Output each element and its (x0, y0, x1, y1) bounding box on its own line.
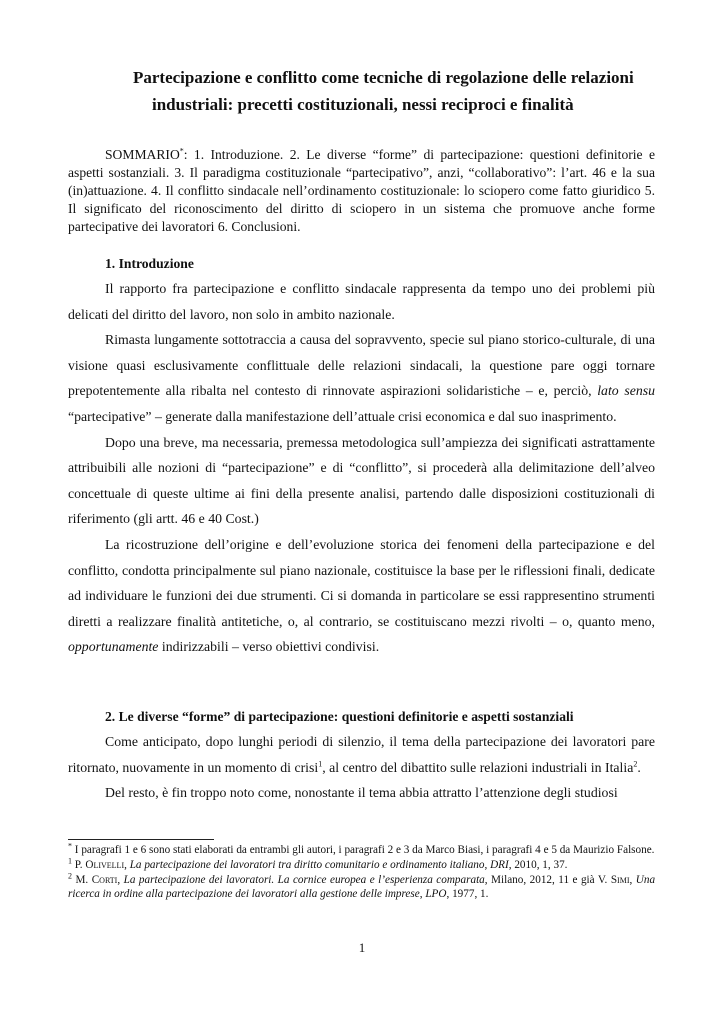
footnote-author: M. Corti (75, 874, 118, 886)
footnote-citation: , Milano, 2012, 11 e già V. (484, 874, 611, 886)
summary-label: SOMMARIO (105, 147, 180, 162)
footnote-citation: , 1977, 1. (446, 888, 489, 900)
text-run: Rimasta lungamente sottotraccia a causa del sopravvento, specie sul piano storico-culturale, di una visione quasi esclusivamente conflittuale delle relazioni sindacali, la questione pare oggi tornare prepotentemente alla ribalta nel contesto di rinnovate aspirazioni solidaristiche – e, perciò, (68, 332, 655, 399)
section-2-body (68, 729, 655, 806)
footnote-journal: LPO (425, 888, 447, 900)
footnote-mark: 2 (68, 871, 72, 881)
footnote-text: I paragrafi 1 e 6 sono stati elaborati da entrambi gli autori, i paragrafi 2 e 3 da Marco Biasi, i paragrafi 4 e 5 da Maurizio Falsone. (72, 844, 655, 856)
section-1-body (68, 276, 655, 660)
italic-run: lato sensu (597, 383, 656, 399)
footnote-mark: * (68, 841, 72, 851)
section-1-paragraph-3: Dopo una breve, ma necessaria, premessa metodologica sull’ampiezza dei significati astrattamente attribuibili alle nozioni di “partecipazione” e di “conflitto”, si procederà alla delimitazione dell’alveo concettuale di queste ultime ai fini della presente analisi, partendo dalle disposizioni costituzionali di riferimento (gli artt. 46 e 40 Cost.) (68, 434, 655, 527)
footnote-title: La partecipazione dei lavoratori. La cornice europea e l’esperienza comparata (123, 874, 485, 886)
footnote-title: Una ricerca in ordine alla partecipazione dei lavoratori alla gestione delle imprese (68, 874, 656, 900)
text-run: La ricostruzione dell’origine e dell’evoluzione storica dei fenomeni della partecipazione e del conflitto, condotta principalmente sul piano nazionale, costituisce la base per le riflessioni finali, dedicate ad individuare le funzioni dei due strumenti. Ci si domanda in particolare se essi rappresentino strumenti diretti a realizzare finalità antitetiche, o, al contrario, se costituiscano mezzi rivolti – o, quanto meno, (68, 536, 655, 629)
footnote-mark: 1 (68, 856, 72, 866)
section-1-paragraph-2 (68, 327, 655, 429)
footnote-star (68, 843, 655, 857)
footnote-ref-2[interactable]: 2 (633, 759, 638, 768)
footnote-author: P. Olivelli (74, 859, 125, 871)
footnote-ref-1[interactable]: 1 (318, 759, 323, 768)
summary-paragraph (68, 146, 655, 236)
text-run: . (637, 759, 641, 775)
summary-text: : 1. Introduzione. 2. Le diverse “forme” di partecipazione: questioni definitorie e aspetti sostanziali. 3. Il paradigma costituzionale “partecipativo”, anzi, “collaborativo”: l’art. 46 e la sua (in)attuazione. 4. Il conflitto sindacale nell’ordinamento costituzionale: lo sciopero come fatto giuridico 5. Il significato del riconoscimento del diritto di sciopero in un sistema che promuove anche forme partecipative dei lavoratori 6. Conclusioni. (68, 147, 655, 234)
footnote-ref-star[interactable]: * (179, 146, 184, 156)
title-line-1: Partecipazione e conflitto come tecniche di regolazione delle relazioni (133, 68, 634, 87)
page-number: 1 (358, 940, 366, 955)
section-1-paragraph-4 (68, 532, 655, 660)
footnote-author: Simi (610, 874, 630, 886)
footnote-separator (68, 839, 214, 840)
footnote-2: $^2$ M. Corti, La partecipazione dei lavoratori. La cornice europea e l’esperienza comparata, Milano, 2012, 11 e già V. Simi, Una ricerca in ordine alla partecipazione dei lavoratori alla gestione delle imprese, LPO, 1977, 1. (68, 871, 656, 900)
section-2-heading: 2. Le diverse “forme” di partecipazione: questioni definitorie e aspetti sostanziali (105, 709, 574, 724)
title-line-2: industriali: precetti costituzionali, nessi reciproci e finalità (152, 95, 574, 114)
footnote-citation: , 2010, 1, 37. (508, 859, 568, 871)
text-run: “partecipative” – generate dalla manifestazione dell’attuale crisi economica e dal suo inasprimento. (68, 408, 617, 424)
footnote-1: $^1$ P. Olivelli, La partecipazione dei lavoratori tra diritto comunitario e ordinamento italiano, DRI, 2010, 1, 37. (68, 856, 568, 871)
section-1-heading: 1. Introduzione (105, 256, 194, 271)
section-2-paragraph-1 (68, 729, 655, 780)
footnotes (68, 843, 655, 902)
section-2-paragraph-2: Del resto, è fin troppo noto come, nonostante il tema abbia attratto l’attenzione degli studiosi (105, 785, 618, 801)
text-run: Come anticipato, dopo lunghi periodi di silenzio, il tema della partecipazione dei lavoratori pare ritornato, nuovamente in un momento di crisi (68, 734, 655, 775)
italic-run: opportunamente (68, 639, 159, 655)
footnote-title: La partecipazione dei lavoratori tra diritto comunitario e ordinamento italiano (129, 859, 485, 871)
section-1-paragraph-1: Il rapporto fra partecipazione e conflitto sindacale rappresenta da tempo uno dei problemi più delicati del diritto del lavoro, non solo in ambito nazionale. (68, 281, 655, 322)
footnote-journal: DRI (490, 859, 509, 871)
document-title (0, 64, 724, 118)
text-run: indirizzabili – verso obiettivi condivisi. (158, 639, 380, 655)
text-run: , al centro del dibattito sulle relazioni industriali in Italia (322, 759, 634, 775)
